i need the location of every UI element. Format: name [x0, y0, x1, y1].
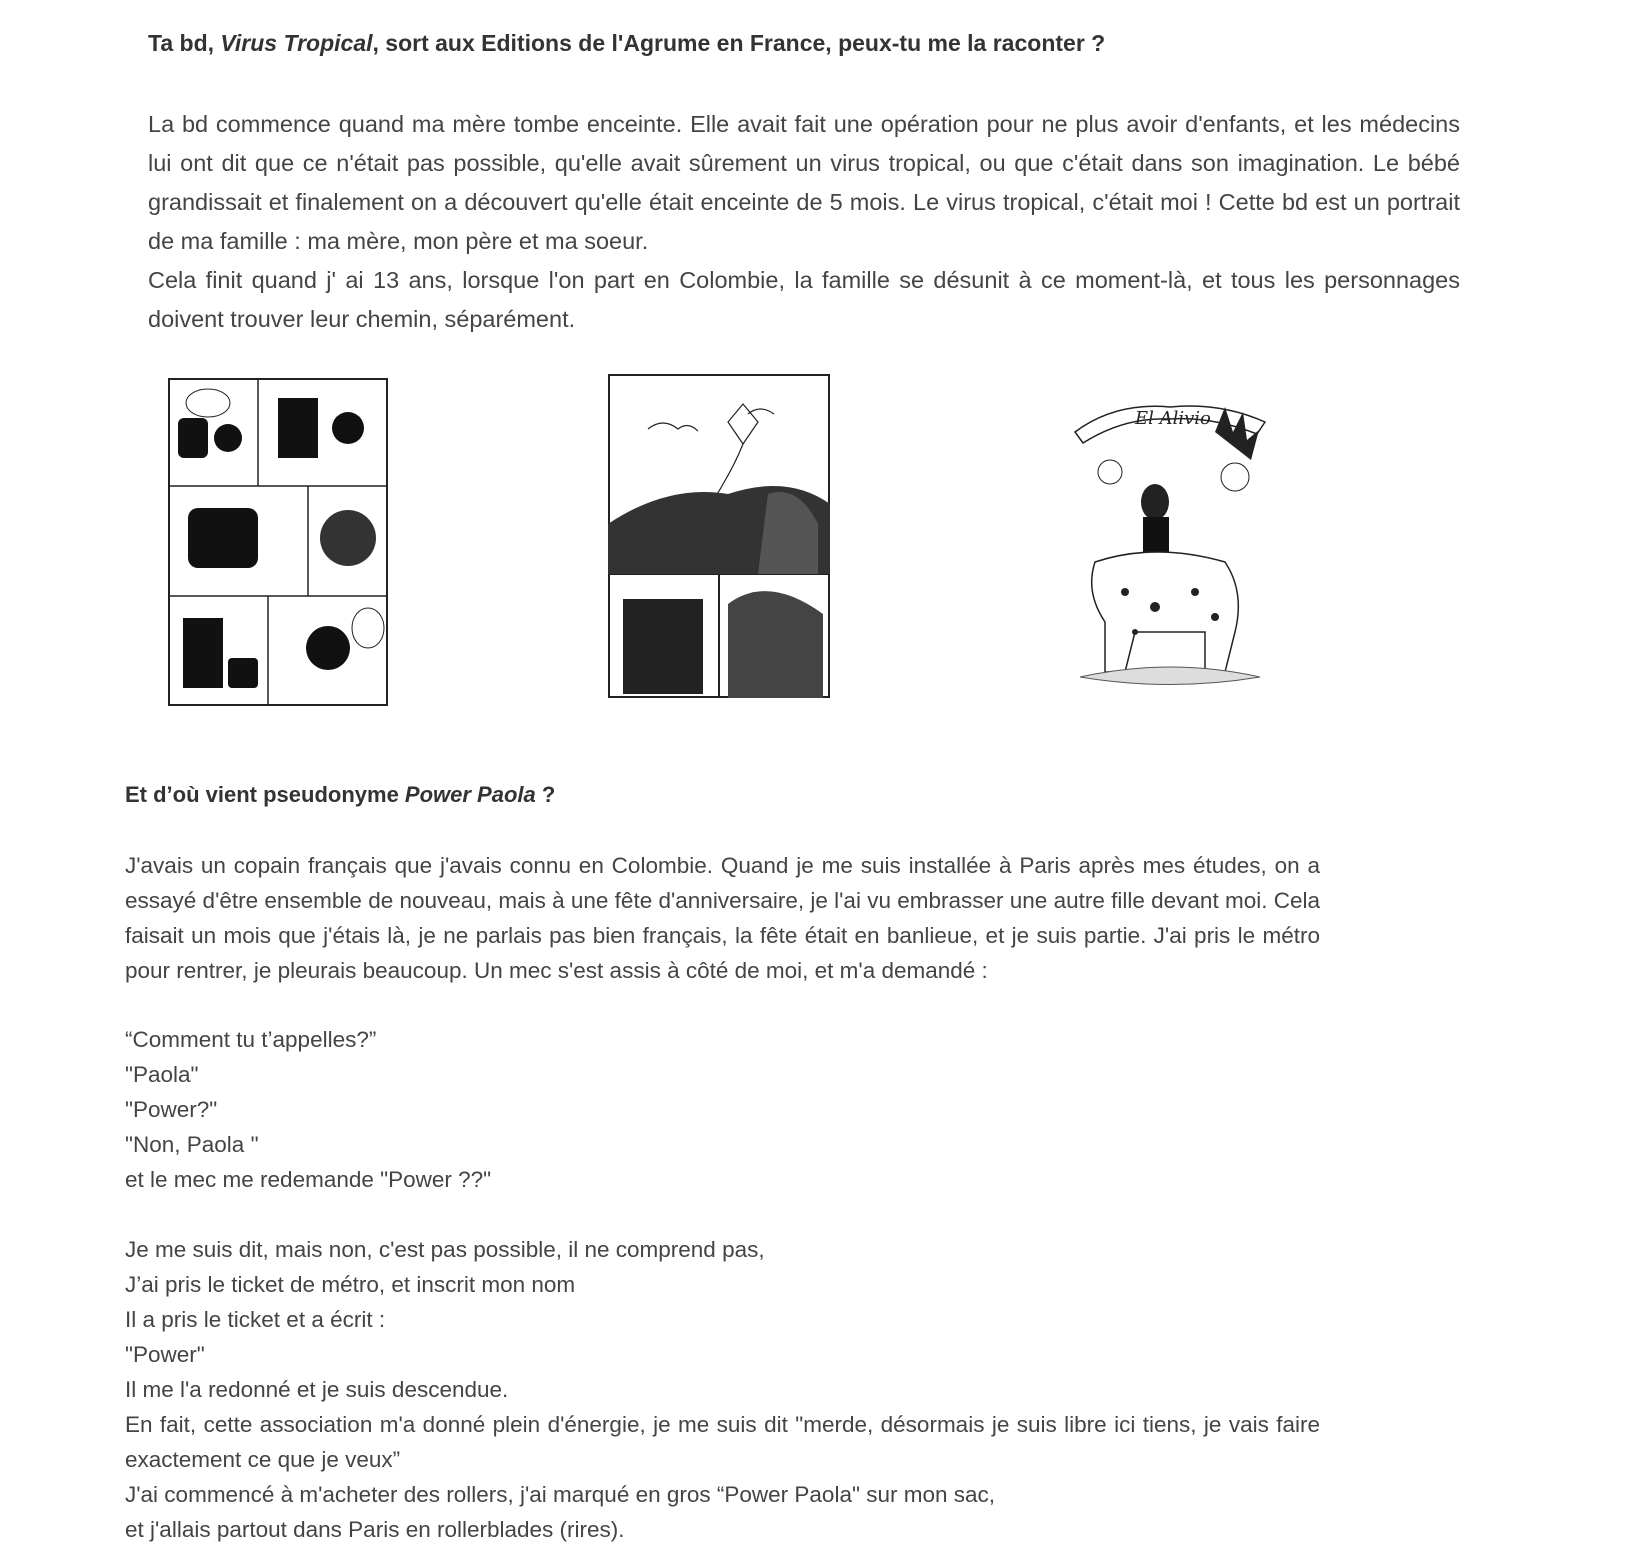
story-line: et j'allais partout dans Paris en rollerblades (rires). — [125, 1517, 625, 1542]
comic-page-image-2 — [608, 374, 830, 706]
dialog-line: "Paola" — [125, 1062, 199, 1087]
dialog-line: et le mec me redemande "Power ??" — [125, 1167, 492, 1192]
illustration-image-3 — [1065, 392, 1275, 692]
story-line: Je me suis dit, mais non, c'est pas possible, il ne comprend pas, — [125, 1237, 765, 1262]
dialog-line: "Non, Paola " — [125, 1132, 259, 1157]
question-1-prefix: Ta bd, — [148, 30, 221, 56]
question-1 — [148, 30, 1468, 57]
answer-2-paragraph: J'avais un copain français que j'avais connu en Colombie. Quand je me suis installée à Paris après mes études, on a essayé d'être ensemble de nouveau, mais à une fête d'anniversaire, je l'ai vu embrasser une autre fille devant moi. Cela faisait un mois que j'étais là, je ne parlais pas bien français, la fête était en banlieue, et je suis partie. J'ai pris le métro pour rentrer, je pleurais beaucoup. Un mec s'est assis à côté de moi, et m'a demandé : — [125, 853, 1320, 983]
story-block — [125, 1232, 1320, 1547]
banner-text: El Alivio — [1135, 408, 1211, 429]
question-1-suffix: , sort aux Editions de l'Agrume en France, peux-tu me la raconter ? — [372, 30, 1106, 56]
book-title: Virus Tropical — [220, 30, 373, 56]
dialog-block — [125, 1022, 491, 1197]
question-2-prefix: Et d’où vient pseudonyme — [125, 782, 405, 807]
answer-2 — [125, 848, 1320, 988]
story-line: Il a pris le ticket et a écrit : — [125, 1307, 386, 1332]
dialog-line: "Power?" — [125, 1097, 218, 1122]
story-line: En fait, cette association m'a donné plein d'énergie, je me suis dit "merde, désormais je suis libre ici tiens, je vais faire exactement ce que je veux” — [125, 1412, 1320, 1472]
answer-1-paragraph: Cela finit quand j' ai 13 ans, lorsque l'on part en Colombie, la famille se désunit à ce moment-là, et tous les personnages doivent trouver leur chemin, séparément. — [148, 267, 1460, 332]
answer-1-paragraph: La bd commence quand ma mère tombe enceinte. Elle avait fait une opération pour ne plus avoir d'enfants, et les médecins lui ont dit que ce n'était pas possible, qu'elle avait sûrement un virus tropical, ou que c'était dans son imagination. Le bébé grandissait et finalement on a découvert qu'elle était enceinte de 5 mois. Le virus tropical, c'était moi ! Cette bd est un portrait de ma famille : ma mère, mon père et ma soeur. — [148, 111, 1460, 254]
question-2 — [125, 782, 555, 808]
comic-page-image-1 — [168, 378, 388, 706]
answer-1 — [148, 105, 1460, 339]
pseudonym: Power Paola — [404, 782, 536, 807]
question-2-suffix: ? — [535, 782, 556, 807]
story-line: "Power" — [125, 1342, 205, 1367]
story-line: Il me l'a redonné et je suis descendue. — [125, 1377, 509, 1402]
dialog-line: “Comment tu t’appelles?” — [125, 1027, 377, 1052]
story-line: J’ai pris le ticket de métro, et inscrit mon nom — [125, 1272, 576, 1297]
story-line: J'ai commencé à m'acheter des rollers, j'ai marqué en gros “Power Paola" sur mon sac, — [125, 1482, 995, 1507]
